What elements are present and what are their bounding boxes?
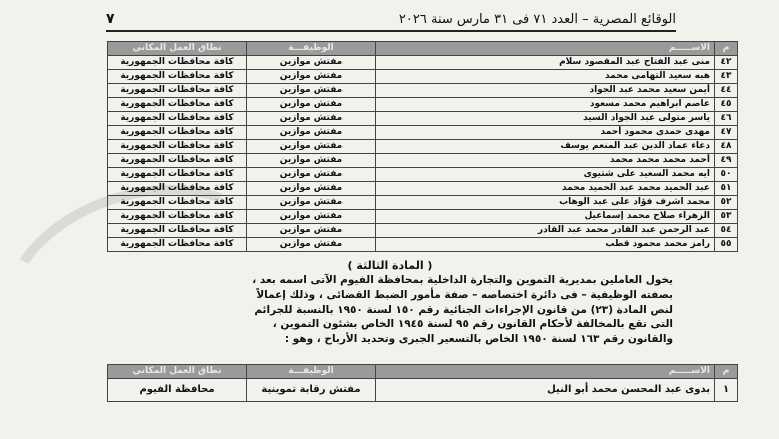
cell-job: مفتش موازين [247, 56, 376, 70]
table-header-row [108, 42, 738, 56]
cell-number: ٤٧ [715, 126, 738, 140]
article-title: ( المادة الثالثة ) [347, 259, 433, 272]
cell-number: ٤٩ [715, 154, 738, 168]
cell-name: دعاء عماد الدين عبد المنعم يوسف [376, 140, 715, 154]
cell-name: عاصم ابراهيم محمد مسعود [376, 98, 715, 112]
cell-job: مفتش موازين [247, 112, 376, 126]
cell-number: ٤٣ [715, 70, 738, 84]
cell-scope: كافة محافظات الجمهورية [108, 224, 247, 238]
col-header-job: الوظيفـــة [247, 365, 376, 379]
inspectors-table-body [108, 56, 738, 252]
table-row [108, 224, 738, 238]
table-row [108, 140, 738, 154]
col-header-number: م [715, 365, 738, 379]
cell-number: ٥٥ [715, 238, 738, 252]
table-row [108, 84, 738, 98]
paragraph-line: بصفته الوظيفية – فى دائرة اختصاصه – صفة مأمور الضبط القضائى ، وذلك إعمالاً [256, 288, 673, 301]
table-row [108, 379, 738, 402]
col-header-name: الاســـــم [376, 42, 715, 56]
cell-job: مفتش موازين [247, 182, 376, 196]
cell-name: منى عبد الفتاح عبد المقصود سلام [376, 56, 715, 70]
table-row [108, 196, 738, 210]
cell-number: ٥٣ [715, 210, 738, 224]
article-paragraph [107, 273, 673, 347]
cell-number: ٤٨ [715, 140, 738, 154]
cell-name: أحمد محمد محمد محمد [376, 154, 715, 168]
table-row [108, 112, 738, 126]
cell-job: مفتش موازين [247, 126, 376, 140]
cell-name: ايه محمد السعيد على شتيوى [376, 168, 715, 182]
cell-scope: كافة محافظات الجمهورية [108, 126, 247, 140]
table-header-row [108, 365, 738, 379]
paragraph-line: يخول العاملين بمديرية التموين والتجارة الداخلية بمحافظة الفيوم الآتى اسمه بعد ، [252, 274, 673, 286]
cell-number: ٤٤ [715, 84, 738, 98]
page-header [106, 8, 676, 32]
cell-name: رامز محمد محمود قطب [376, 238, 715, 252]
inspectors-table [107, 41, 738, 252]
cell-number: ٥٤ [715, 224, 738, 238]
cell-name: أيمن سعيد محمد عبد الجواد [376, 84, 715, 98]
cell-name: مهدى حمدى محمود أحمد [376, 126, 715, 140]
cell-scope: كافة محافظات الجمهورية [108, 140, 247, 154]
cell-scope: كافة محافظات الجمهورية [108, 238, 247, 252]
supply-inspector-table-body [108, 379, 738, 402]
cell-job: مفتش موازين [247, 168, 376, 182]
cell-name: الزهراء صلاح محمد إسماعيل [376, 210, 715, 224]
cell-job: مفتش موازين [247, 154, 376, 168]
cell-job: مفتش موازين [247, 196, 376, 210]
table-row [108, 210, 738, 224]
paragraph-line: التى تقع بالمخالفة لأحكام القانون رقم ٩٥ لسنة ١٩٤٥ الخاص بشئون التموين ، [272, 318, 673, 331]
paragraph-line: والقانون رقم ١٦٣ لسنة ١٩٥٠ الخاص بالتسعير الجبرى وتحديد الأرباح ، وهو : [284, 333, 673, 346]
paragraph-line: لنص المادة (٢٣) من قانون الإجراءات الجنائية رقم ١٥٠ لسنة ١٩٥٠ بالنسبة للجرائم [254, 303, 673, 316]
cell-job: مفتش موازين [247, 84, 376, 98]
cell-scope: كافة محافظات الجمهورية [108, 154, 247, 168]
cell-number: ٥١ [715, 182, 738, 196]
cell-number: ٥٢ [715, 196, 738, 210]
table-row [108, 126, 738, 140]
cell-job: مفتش موازين [247, 238, 376, 252]
cell-number: ٤٦ [715, 112, 738, 126]
cell-scope: محافظة الفيوم [108, 379, 247, 402]
cell-name: بدوى عبد المحسن محمد أبو النيل [376, 379, 715, 402]
table-row [108, 56, 738, 70]
table-row [108, 98, 738, 112]
col-header-number: م [715, 42, 738, 56]
cell-scope: كافة محافظات الجمهورية [108, 182, 247, 196]
table-row [108, 70, 738, 84]
cell-name: ياسر متولى عبد الجواد السيد [376, 112, 715, 126]
col-header-name: الاســـــم [376, 365, 715, 379]
cell-job: مفتش موازين [247, 70, 376, 84]
cell-scope: كافة محافظات الجمهورية [108, 98, 247, 112]
cell-job: مفتش موازين [247, 224, 376, 238]
table-row [108, 182, 738, 196]
cell-number: ٤٥ [715, 98, 738, 112]
cell-scope: كافة محافظات الجمهورية [108, 70, 247, 84]
page-number: ٧ [106, 11, 115, 27]
cell-scope: كافة محافظات الجمهورية [108, 56, 247, 70]
cell-scope: كافة محافظات الجمهورية [108, 196, 247, 210]
cell-scope: كافة محافظات الجمهورية [108, 210, 247, 224]
table-row [108, 154, 738, 168]
table-row [108, 168, 738, 182]
cell-job: مفتش رقابة تموينية [247, 379, 376, 402]
cell-job: مفتش موازين [247, 140, 376, 154]
col-header-scope: نطاق العمل المكاني [108, 42, 247, 56]
cell-job: مفتش موازين [247, 210, 376, 224]
cell-number: ١ [715, 379, 738, 402]
cell-number: ٥٠ [715, 168, 738, 182]
table-row [108, 238, 738, 252]
cell-name: هبه سعيد التهامى محمد [376, 70, 715, 84]
cell-scope: كافة محافظات الجمهورية [108, 112, 247, 126]
cell-name: عبد الحميد محمد عبد الحميد محمد [376, 182, 715, 196]
header-title: الوقائع المصرية – العدد ٧١ فى ٣١ مارس سنة ٢٠٢٦ [398, 11, 676, 27]
cell-name: عبد الرحمن عبد القادر محمد عبد القادر [376, 224, 715, 238]
col-header-job: الوظيفـــة [247, 42, 376, 56]
supply-inspector-table [107, 364, 738, 402]
cell-name: محمد اشرف فؤاد على عبد الوهاب [376, 196, 715, 210]
cell-number: ٤٢ [715, 56, 738, 70]
col-header-scope: نطاق العمل المكاني [108, 365, 247, 379]
cell-job: مفتش موازين [247, 98, 376, 112]
cell-scope: كافة محافظات الجمهورية [108, 84, 247, 98]
cell-scope: كافة محافظات الجمهورية [108, 168, 247, 182]
